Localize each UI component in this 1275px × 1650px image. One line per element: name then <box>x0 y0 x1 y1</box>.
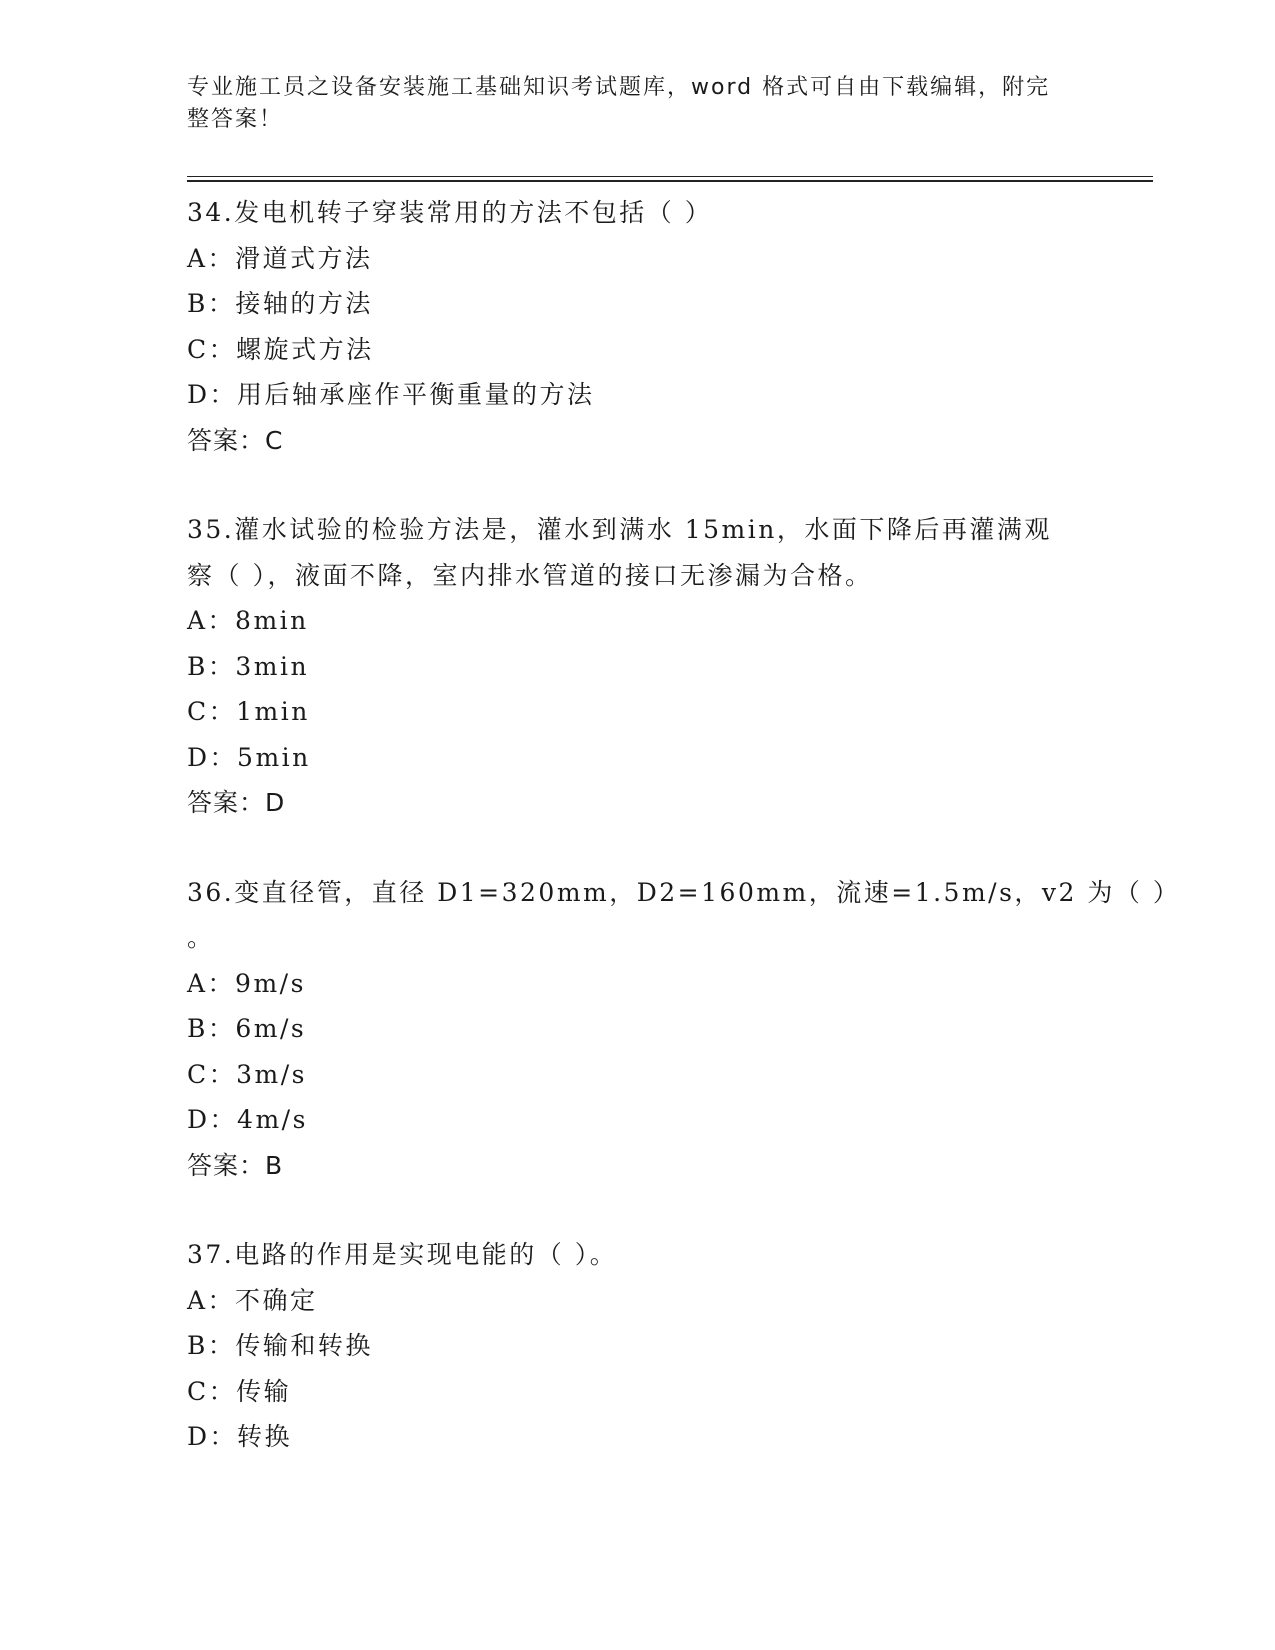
question-34 <box>187 190 1087 463</box>
option-d: D：转换 <box>187 1422 293 1451</box>
question-stem-continued: 察（ ），液面不降，室内排水管道的接口无渗漏为合格。 <box>187 560 873 590</box>
header-line-2: 整答案！ <box>187 107 284 132</box>
option-b: B：接轴的方法 <box>187 289 373 318</box>
option-b: B：3min <box>187 651 310 681</box>
option-a: A：滑道式方法 <box>187 243 373 273</box>
option-a: A：不确定 <box>187 1285 318 1315</box>
header-divider-thick <box>187 180 1153 182</box>
question-stem: 35.灌水试验的检验方法是，灌水到满水 15min，水面下降后再灌满观 <box>187 515 1052 544</box>
option-c: C：螺旋式方法 <box>187 334 374 364</box>
question-stem-continued: 。 <box>187 923 215 952</box>
document-header <box>187 72 1067 136</box>
option-a: A：8min <box>187 606 309 635</box>
option-b: B：传输和转换 <box>187 1331 373 1360</box>
answer-line: 答案：C <box>187 425 284 455</box>
header-line-1: 专业施工员之设备安装施工基础知识考试题库，word 格式可自由下载编辑，附完 <box>187 75 1051 100</box>
question-stem: 34.发电机转子穿装常用的方法不包括（ ） <box>187 198 713 227</box>
option-a: A：9m/s <box>187 968 306 998</box>
answer-line: 答案：B <box>187 1150 284 1180</box>
question-35 <box>187 507 1087 826</box>
question-stem: 37.电路的作用是实现电能的（ ）。 <box>187 1240 618 1269</box>
option-c: C：1min <box>187 697 310 726</box>
question-stem: 36.变直径管，直径 D1=320mm，D2=160mm，流速=1.5m/s，v2 为（ ） <box>187 877 1181 907</box>
option-c: C：传输 <box>187 1376 292 1406</box>
question-37 <box>187 1232 1087 1460</box>
option-d: D：4m/s <box>187 1105 308 1134</box>
question-36 <box>187 870 1181 1189</box>
answer-line: 答案：D <box>187 788 286 817</box>
option-b: B：6m/s <box>187 1014 307 1043</box>
question-list <box>187 190 1181 1504</box>
option-d: D：5min <box>187 742 311 772</box>
header-divider-thin <box>187 176 1153 177</box>
option-c: C：3m/s <box>187 1059 307 1089</box>
option-d: D：用后轴承座作平衡重量的方法 <box>187 380 595 409</box>
